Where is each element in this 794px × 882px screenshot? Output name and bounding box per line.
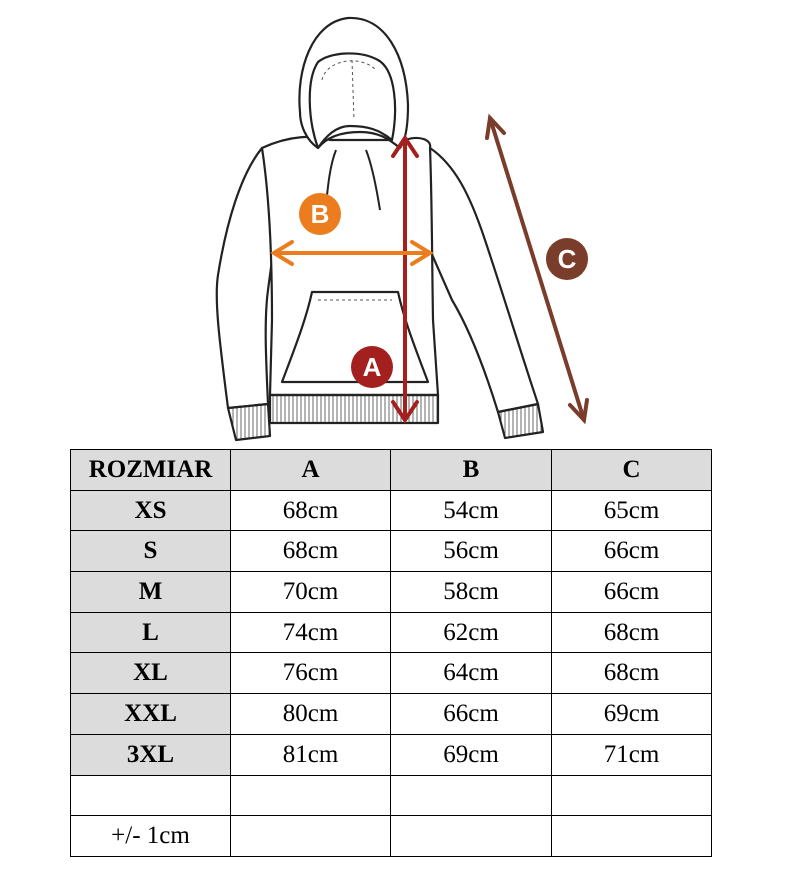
value-a-cell: 74cm <box>231 612 391 653</box>
size-cell: 3XL <box>71 734 231 775</box>
value-c-cell: 68cm <box>552 612 712 653</box>
size-cell: XS <box>71 490 231 531</box>
table-row <box>71 572 712 613</box>
value-b-cell: 69cm <box>391 734 552 775</box>
size-table <box>70 449 712 857</box>
value-a-cell: 81cm <box>231 734 391 775</box>
value-c-cell: 71cm <box>552 734 712 775</box>
value-b-cell: 56cm <box>391 531 552 572</box>
size-cell: XXL <box>71 694 231 735</box>
empty-cell <box>231 816 391 857</box>
size-cell: S <box>71 531 231 572</box>
value-a-cell: 68cm <box>231 490 391 531</box>
value-b-cell: 58cm <box>391 572 552 613</box>
empty-cell <box>231 775 391 816</box>
value-a-cell: 68cm <box>231 531 391 572</box>
badge-a-label: A <box>362 352 382 382</box>
empty-cell <box>391 816 552 857</box>
value-a-cell: 80cm <box>231 694 391 735</box>
value-c-cell: 66cm <box>552 572 712 613</box>
tolerance-row <box>71 816 712 857</box>
value-b-cell: 62cm <box>391 612 552 653</box>
header-size: ROZMIAR <box>71 450 231 491</box>
table-row <box>71 531 712 572</box>
table-row <box>71 694 712 735</box>
badge-a <box>351 346 393 388</box>
size-cell: XL <box>71 653 231 694</box>
badge-b <box>299 193 341 235</box>
value-c-cell: 65cm <box>552 490 712 531</box>
value-c-cell: 69cm <box>552 694 712 735</box>
table-row <box>71 734 712 775</box>
badge-b-label: B <box>310 199 330 229</box>
badge-c-label: C <box>557 244 577 274</box>
size-cell: L <box>71 612 231 653</box>
value-c-cell: 68cm <box>552 653 712 694</box>
value-a-cell: 70cm <box>231 572 391 613</box>
tolerance-note: +/- 1cm <box>71 816 231 857</box>
header-b: B <box>391 450 552 491</box>
table-row <box>71 653 712 694</box>
header-a: A <box>231 450 391 491</box>
value-b-cell: 64cm <box>391 653 552 694</box>
empty-cell <box>391 775 552 816</box>
empty-cell <box>552 816 712 857</box>
table-row <box>71 612 712 653</box>
header-c: C <box>552 450 712 491</box>
value-c-cell: 66cm <box>552 531 712 572</box>
empty-cell <box>552 775 712 816</box>
badge-c <box>546 238 588 280</box>
empty-row <box>71 775 712 816</box>
value-b-cell: 66cm <box>391 694 552 735</box>
header-row <box>71 450 712 491</box>
table-row <box>71 490 712 531</box>
value-b-cell: 54cm <box>391 490 552 531</box>
empty-cell <box>71 775 231 816</box>
value-a-cell: 76cm <box>231 653 391 694</box>
size-cell: M <box>71 572 231 613</box>
